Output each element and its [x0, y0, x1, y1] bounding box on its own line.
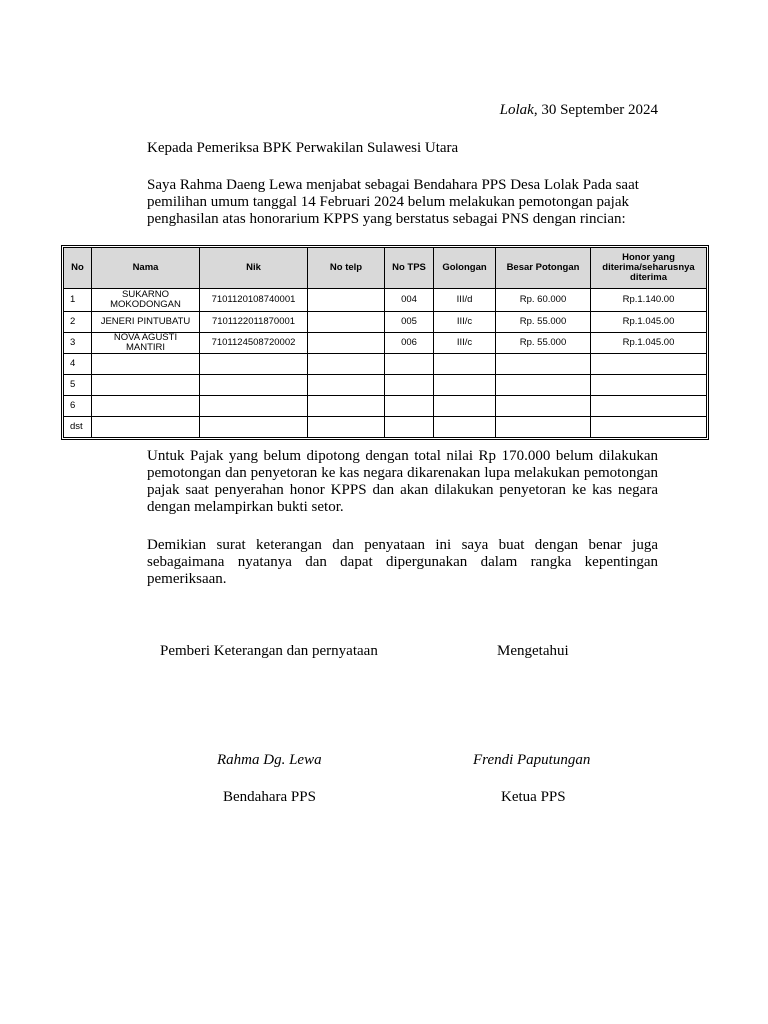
cell-nik — [200, 396, 308, 417]
cell-nik — [200, 375, 308, 396]
cell-nik: 7101124508720002 — [200, 333, 308, 354]
cell-no-telp — [308, 375, 385, 396]
table-header-row — [64, 248, 707, 289]
cell-nama: JENERI PINTUBATU — [92, 312, 200, 333]
cell-no: 6 — [64, 396, 92, 417]
table-row — [64, 333, 707, 354]
cell-honor — [591, 396, 707, 417]
table-row — [64, 289, 707, 312]
tax-paragraph: Untuk Pajak yang belum dipotong dengan total nilai Rp 170.000 belum dilakukan pemotongan dan penyetoran ke kas negara dikarenakan lupa melakukan pemotongan pajak saat penyerahan honor KPPS dan akan dilakukan penyetoran ke kas negara dengan melampirkan bukti setor. — [147, 448, 658, 515]
cell-no-telp — [308, 354, 385, 375]
cell-no-telp — [308, 417, 385, 438]
cell-nik — [200, 354, 308, 375]
cell-golongan — [434, 396, 496, 417]
cell-no-telp — [308, 289, 385, 312]
header-golongan: Golongan — [434, 248, 496, 289]
signature-left-role: Bendahara PPS — [223, 789, 316, 805]
cell-golongan — [434, 354, 496, 375]
cell-golongan: III/c — [434, 312, 496, 333]
cell-besar-potongan: Rp. 55.000 — [496, 312, 591, 333]
signature-left-name: Rahma Dg. Lewa — [217, 752, 322, 768]
cell-besar-potongan — [496, 396, 591, 417]
cell-golongan: III/c — [434, 333, 496, 354]
cell-no: 4 — [64, 354, 92, 375]
letter-recipient: Kepada Pemeriksa BPK Perwakilan Sulawesi Utara — [147, 140, 459, 156]
cell-besar-potongan: Rp. 55.000 — [496, 333, 591, 354]
header-no-tps: No TPS — [385, 248, 434, 289]
header-nama: Nama — [92, 248, 200, 289]
cell-no: 2 — [64, 312, 92, 333]
table-row — [64, 312, 707, 333]
closing-paragraph: Demikian surat keterangan dan penyataan ini saya buat dengan benar juga sebagaimana nyatanya dan dapat dipergunakan dalam rangka kepentingan pemeriksaan. — [147, 537, 658, 587]
signature-right-name: Frendi Paputungan — [473, 752, 591, 768]
cell-nama — [92, 417, 200, 438]
cell-nik — [200, 417, 308, 438]
signature-right-label: Mengetahui — [497, 643, 569, 659]
cell-besar-potongan: Rp. 60.000 — [496, 289, 591, 312]
rincian-table — [63, 247, 707, 438]
cell-no-tps: 004 — [385, 289, 434, 312]
intro-paragraph: Saya Rahma Daeng Lewa menjabat sebagai Bendahara PPS Desa Lolak Pada saat pemilihan umum tanggal 14 Februari 2024 belum melakukan pemotongan pajak penghasilan atas honorarium KPPS yang berstatus sebagai PNS dengan rincian: — [147, 177, 639, 227]
cell-no: 5 — [64, 375, 92, 396]
cell-honor — [591, 417, 707, 438]
cell-nama: NOVA AGUSTI MANTIRI — [92, 333, 200, 354]
cell-golongan — [434, 417, 496, 438]
cell-nama — [92, 396, 200, 417]
header-no-telp: No telp — [308, 248, 385, 289]
cell-besar-potongan — [496, 354, 591, 375]
cell-no-tps — [385, 417, 434, 438]
header-besar-potongan: Besar Potongan — [496, 248, 591, 289]
header-honor: Honor yang diterima/seharusnya diterima — [591, 248, 707, 289]
cell-no-telp — [308, 333, 385, 354]
header-nik: Nik — [200, 248, 308, 289]
table-row — [64, 354, 707, 375]
header-no: No — [64, 248, 92, 289]
cell-no-tps — [385, 396, 434, 417]
cell-honor — [591, 375, 707, 396]
cell-nama — [92, 375, 200, 396]
cell-no: dst — [64, 417, 92, 438]
cell-no-tps — [385, 354, 434, 375]
cell-honor: Rp.1.045.00 — [591, 333, 707, 354]
cell-besar-potongan — [496, 375, 591, 396]
cell-no-telp — [308, 312, 385, 333]
cell-nama — [92, 354, 200, 375]
cell-besar-potongan — [496, 417, 591, 438]
cell-nik: 7101120108740001 — [200, 289, 308, 312]
cell-nama: SUKARNO MOKODONGAN — [92, 289, 200, 312]
table-row — [64, 375, 707, 396]
cell-golongan: III/d — [434, 289, 496, 312]
cell-no-tps — [385, 375, 434, 396]
table-row — [64, 417, 707, 438]
cell-honor: Rp.1.045.00 — [591, 312, 707, 333]
letter-place: Lolak — [499, 102, 534, 118]
cell-no: 1 — [64, 289, 92, 312]
letter-date-text: , 30 September 2024 — [533, 102, 658, 118]
cell-no-tps: 005 — [385, 312, 434, 333]
cell-golongan — [434, 375, 496, 396]
cell-honor — [591, 354, 707, 375]
signature-right-role: Ketua PPS — [501, 789, 566, 805]
cell-honor: Rp.1.140.00 — [591, 289, 707, 312]
cell-nik: 7101122011870001 — [200, 312, 308, 333]
cell-no: 3 — [64, 333, 92, 354]
signature-left-label: Pemberi Keterangan dan pernyataan — [160, 643, 378, 659]
cell-no-telp — [308, 396, 385, 417]
table-row — [64, 396, 707, 417]
cell-no-tps: 006 — [385, 333, 434, 354]
letter-date — [500, 102, 658, 119]
